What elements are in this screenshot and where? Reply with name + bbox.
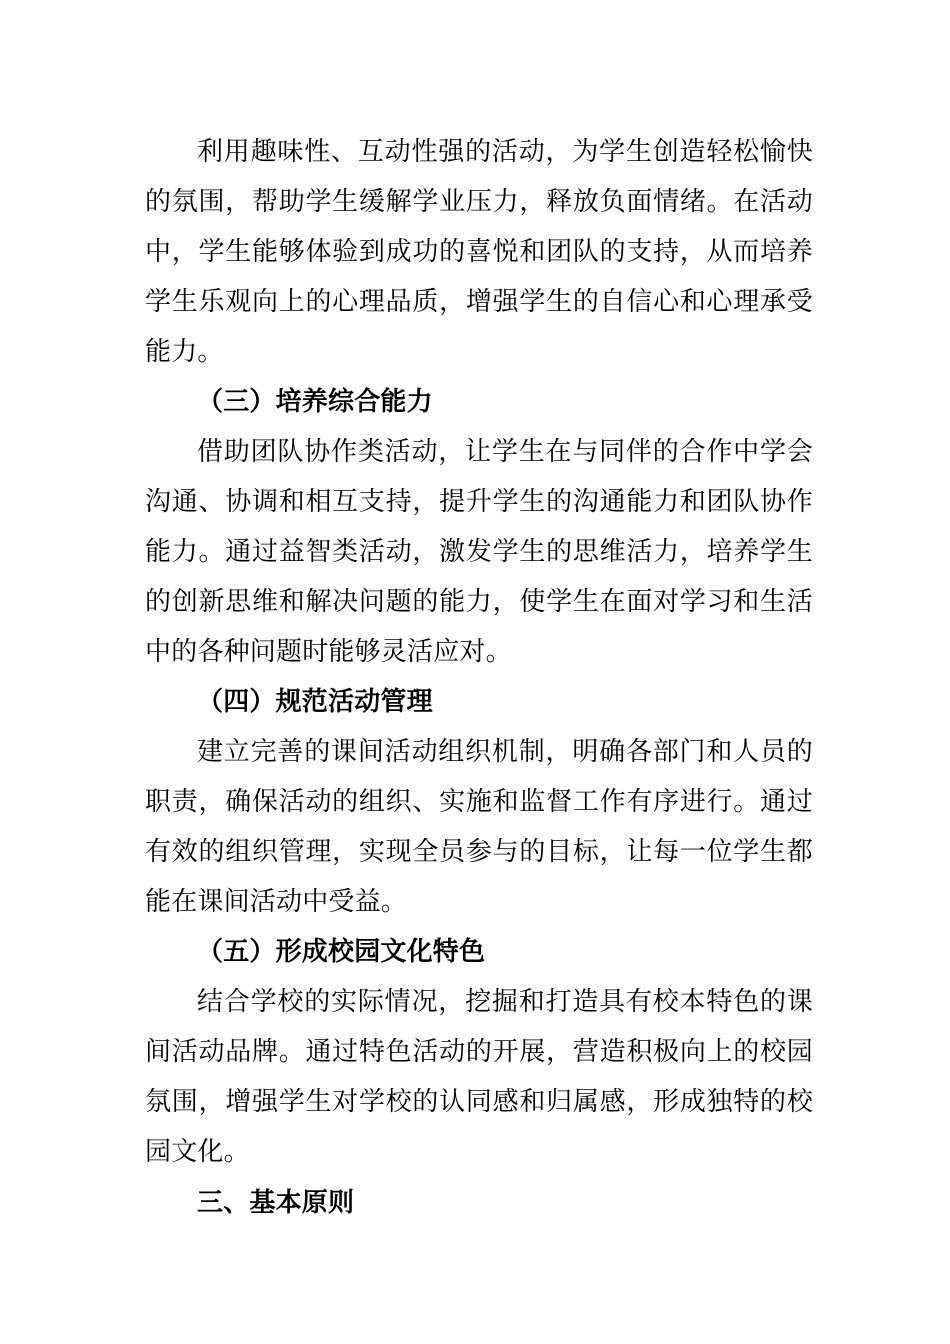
- subheading-campus-culture: （五）形成校园文化特色: [197, 937, 486, 967]
- document-page: [145, 127, 813, 1229]
- paragraph-activity-management: 建立完善的课间活动组织机制，明确各部门和人员的职责，确保活动的组织、实施和监督工作有序进行。通过有效的组织管理，实现全员参与的目标，让每一位学生都能在课间活动中受益。: [145, 737, 813, 917]
- subheading-comprehensive-ability: （三）培养综合能力: [197, 387, 433, 417]
- section-heading-basic-principles: 三、基本原则: [197, 1188, 355, 1218]
- subheading-activity-management: （四）规范活动管理: [197, 687, 433, 717]
- paragraph-mental-health: 利用趣味性、互动性强的活动，为学生创造轻松愉快的氛围，帮助学生缓解学业压力，释放负面情绪。在活动中，学生能够体验到成功的喜悦和团队的支持，从而培养学生乐观向上的心理品质，增强学生的自信心和心理承受能力。: [145, 137, 813, 367]
- paragraph-campus-culture: 结合学校的实际情况，挖掘和打造具有校本特色的课间活动品牌。通过特色活动的开展，营造积极向上的校园氛围，增强学生对学校的认同感和归属感，形成独特的校园文化。: [145, 987, 813, 1167]
- paragraph-comprehensive-ability: 借助团队协作类活动，让学生在与同伴的合作中学会沟通、协调和相互支持，提升学生的沟通能力和团队协作能力。通过益智类活动，激发学生的思维活力，培养学生的创新思维和解决问题的能力，使学生在面对学习和生活中的各种问题时能够灵活应对。: [145, 437, 813, 667]
